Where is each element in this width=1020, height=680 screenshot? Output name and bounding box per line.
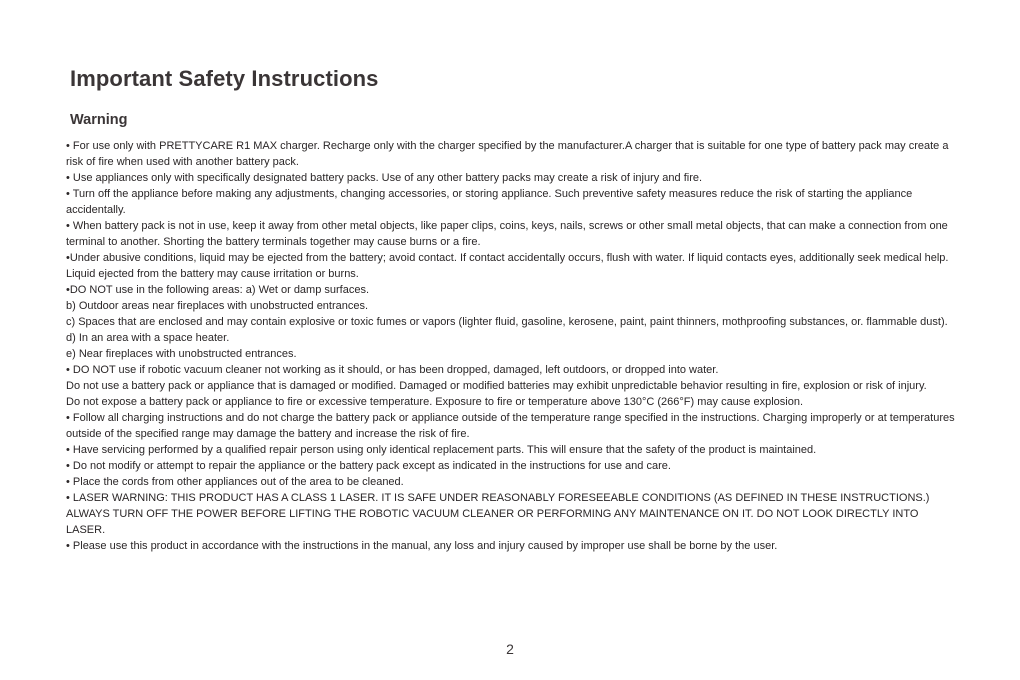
paragraph: • Follow all charging instructions and do not charge the battery pack or appliance outside of the temperature range specified in the instructions. Charging improperly or at temperatures outside of the specified range may damage the battery and increase the risk of fire. [66,412,955,440]
paragraph: • Use appliances only with specifically designated battery packs. Use of any other battery packs may create a risk of injury and fire. [66,172,703,184]
paragraph: • Turn off the appliance before making any adjustments, changing accessories, or storing appliance. Such preventive safety measures reduce the risk of starting the appliance accidentally. [66,188,913,216]
paragraph: • For use only with PRETTYCARE R1 MAX charger. Recharge only with the charger specified by the manufacturer.A charger that is suitable for one type of battery pack may create a risk of fire when used with another battery pack. [66,140,949,168]
paragraph: c) Spaces that are enclosed and may contain explosive or toxic fumes or vapors (lighter fluid, gasoline, kerosene, paint, paint thinners, mothproofing substances, or. flammable dust). [66,316,948,328]
paragraph: •Under abusive conditions, liquid may be ejected from the battery; avoid contact. If contact accidentally occurs, flush with water. If liquid contacts eyes, additionally seek medical help. Liquid ejected from the battery may cause irritation or burns. [66,252,949,280]
page-number: 2 [506,641,514,657]
paragraph: Do not use a battery pack or appliance that is damaged or modified. Damaged or modified batteries may exhibit unpredictable behavior resulting in fire, explosion or risk of injury. [66,380,927,392]
paragraph: e) Near fireplaces with unobstructed entrances. [66,348,297,360]
paragraph: • Have servicing performed by a qualified repair person using only identical replacement parts. This will ensure that the safety of the product is maintained. [66,444,817,456]
warning-body [66,138,956,554]
paragraph: Do not expose a battery pack or appliance to fire or excessive temperature. Exposure to fire or temperature above 130°C (266°F) may cause explosion. [66,396,804,408]
paragraph: • When battery pack is not in use, keep it away from other metal objects, like paper clips, coins, keys, nails, screws or other small metal objects, that can make a connection from one terminal to another. Shorting the battery terminals together may cause burns or a fire. [66,220,948,248]
paragraph: •DO NOT use in the following areas: a) Wet or damp surfaces. [66,284,370,296]
paragraph: b) Outdoor areas near fireplaces with unobstructed entrances. [66,300,369,312]
paragraph: • LASER WARNING: THIS PRODUCT HAS A CLASS 1 LASER. IT IS SAFE UNDER REASONABLY FORESEEABLE CONDITIONS (AS DEFINED IN THESE INSTRUCTIONS.) ALWAYS TURN OFF THE POWER BEFORE LIFTING THE ROBOTIC VACUUM CLEANER OR PERFORMING ANY MAINTENANCE ON IT. DO NOT LOOK DIRECTLY INTO LASER. [66,492,930,536]
paragraph: • DO NOT use if robotic vacuum cleaner not working as it should, or has been dropped, damaged, left outdoors, or dropped into water. [66,364,719,376]
section-heading-warning: Warning [70,112,128,128]
page-title: Important Safety Instructions [70,66,379,91]
paragraph: • Please use this product in accordance with the instructions in the manual, any loss and injury caused by improper use shall be borne by the user. [66,540,778,552]
paragraph: d) In an area with a space heater. [66,332,230,344]
paragraph: • Place the cords from other appliances out of the area to be cleaned. [66,476,404,488]
paragraph: • Do not modify or attempt to repair the appliance or the battery pack except as indicated in the instructions for use and care. [66,460,671,472]
